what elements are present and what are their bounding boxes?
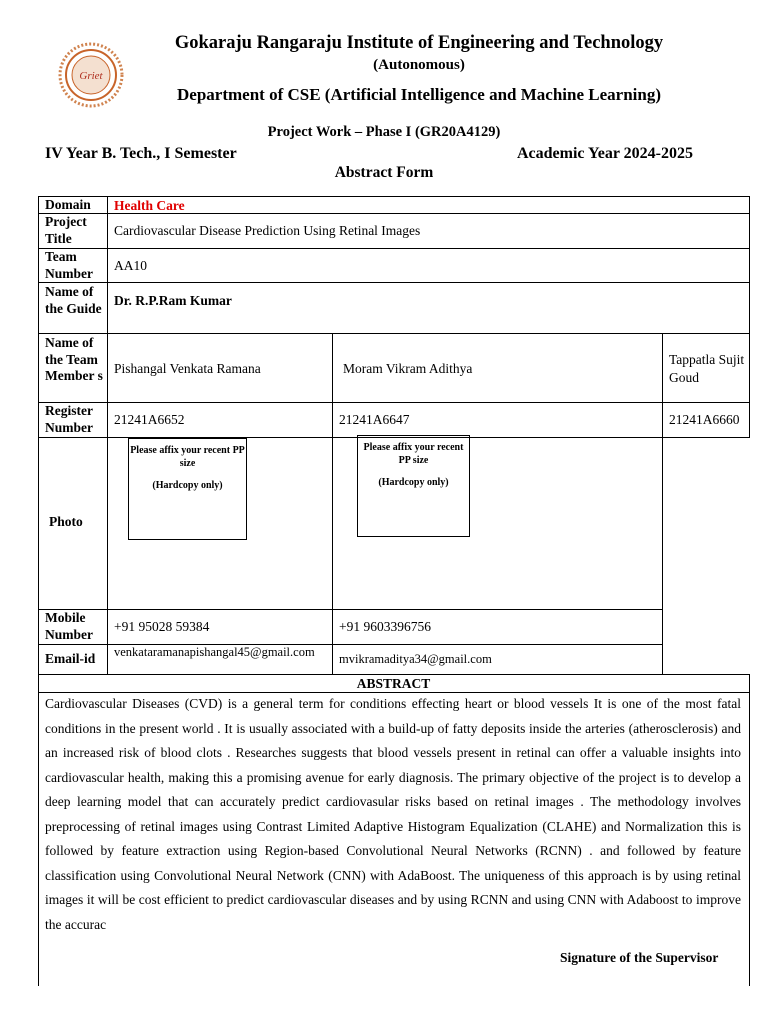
academic-year: Academic Year 2024-2025 xyxy=(517,145,693,162)
member-2-email: mvikramaditya34@gmail.com xyxy=(339,652,492,666)
photo-hardcopy-note: (Hardcopy only) xyxy=(152,480,223,491)
photo-hardcopy-note: (Hardcopy only) xyxy=(378,477,449,488)
photo-placeholder-2 xyxy=(357,435,470,537)
mobile-number-label: Mobile Number xyxy=(45,610,93,642)
project-work-title: Project Work – Phase I (GR20A4129) xyxy=(267,124,501,140)
team-number-value: AA10 xyxy=(114,258,147,273)
form-title: Abstract Form xyxy=(334,164,434,181)
domain-label: Domain xyxy=(45,197,91,212)
abstract-heading: ABSTRACT xyxy=(356,676,431,691)
photo-placeholder-1 xyxy=(128,438,247,540)
member-3-name: Tappatla Sujit Goud xyxy=(669,352,745,385)
member-1-register: 21241A6652 xyxy=(114,412,185,427)
member-1-mobile: +91 95028 59384 xyxy=(114,619,210,634)
member-2-register: 21241A6647 xyxy=(339,412,410,427)
register-number-label: Register Number xyxy=(45,403,93,435)
institute-name: Gokaraju Rangaraju Institute of Engineering and Technology xyxy=(174,33,664,53)
logo-text: Griet xyxy=(79,70,103,82)
email-label: Email-id xyxy=(45,651,96,666)
member-3-register: 21241A6660 xyxy=(669,412,740,427)
photo-instruction: Please affix your recent PP size xyxy=(363,442,464,466)
team-number-label: Team Number xyxy=(45,249,93,281)
member-2-mobile: +91 9603396756 xyxy=(339,619,431,634)
abstract-text: Cardiovascular Diseases (CVD) is a general term for conditions effecting heart or blood vessels It is one of the most fatal conditions in the present world . It is usually associated with a build-up of fatty deposits inside the arteries (atherosclerosis) and an increased risk of blood clots . Researches suggests that blood vessels present in retinal can offer a valuable insights into cardiovascular health, making this a promising avenue for early diagnosis. The primary objective of the project is to develop a deep learning model that can accurately predict cardiovasular risks based on retinal images . The methodology involves preprocessing of retinal images using Contrast Limited Adaptive Histogram Equalization (CLAHE) and Normalization this is followed by feature extraction using Region-based Convolutional Neural Networks (RCNN) . and followed by feature classification using Convolutional Neural Network (CNN) with AdaBoost. The uniqueness of this approach is by using retinal images it will be cost efficient to predict cardiovascular diseases and by using RCNN and using CNN with Adaboost to improve the accurac xyxy=(45,696,741,932)
year-semester: IV Year B. Tech., I Semester xyxy=(45,145,237,162)
guide-label: Name of the Guide xyxy=(45,284,102,316)
member-1-email: venkataramanapishangal45@gmail.com xyxy=(114,645,315,659)
department-name: Department of CSE (Artificial Intelligence and Machine Learning) xyxy=(177,85,661,104)
guide-value: Dr. R.P.Ram Kumar xyxy=(114,293,232,308)
project-title-label: Project Title xyxy=(45,214,87,246)
domain-value: Health Care xyxy=(114,198,185,213)
project-title-value: Cardiovascular Disease Prediction Using Retinal Images xyxy=(114,223,421,238)
autonomous-label: (Autonomous) xyxy=(373,57,465,73)
photo-label: Photo xyxy=(49,514,83,529)
supervisor-signature-label: Signature of the Supervisor xyxy=(560,950,719,965)
photo-instruction: Please affix your recent PP size xyxy=(130,445,245,469)
team-members-label: Name of the Team Member s xyxy=(45,335,103,383)
member-1-name: Pishangal Venkata Ramana xyxy=(114,361,261,376)
member-2-name: Moram Vikram Adithya xyxy=(343,361,473,376)
